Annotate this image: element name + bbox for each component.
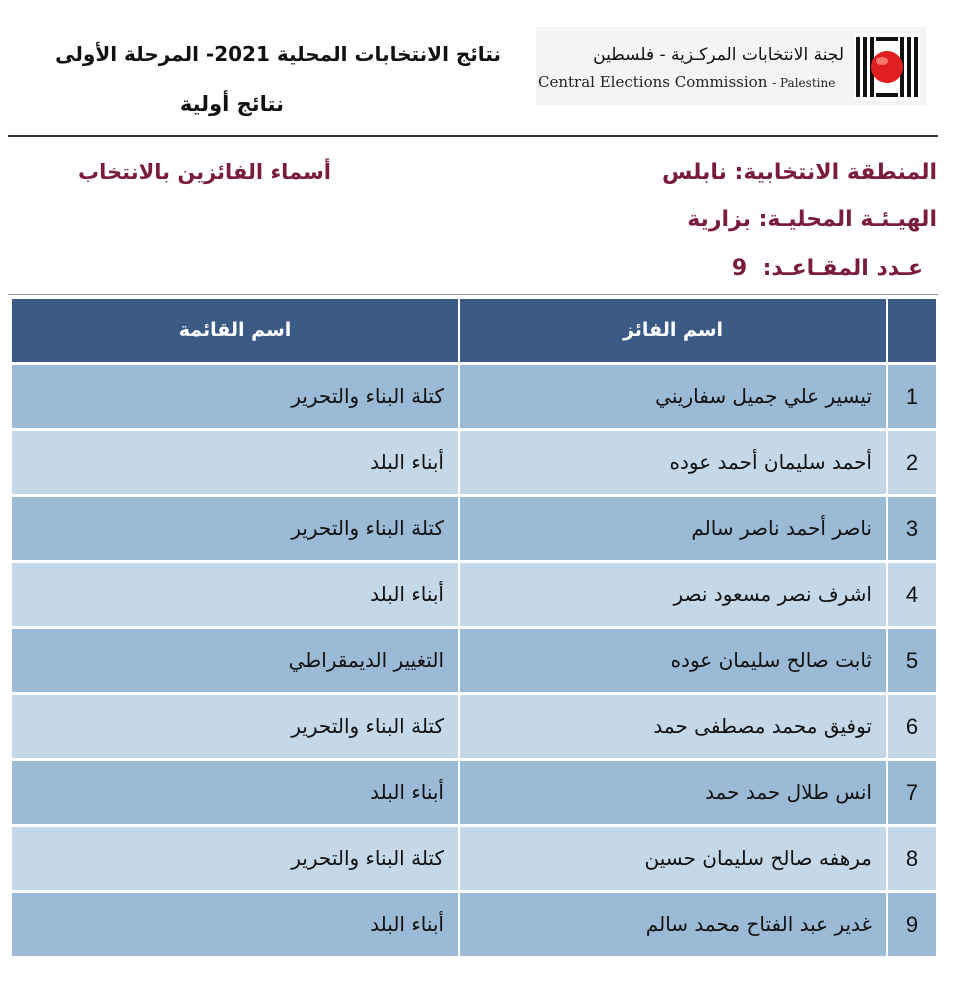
row-number: 4 (905, 582, 919, 607)
list-cell (12, 893, 458, 956)
electoral-district: المنطقة الانتخابية: نابلس (662, 160, 937, 185)
table-row (12, 629, 936, 692)
winner-name: أحمد سليمان أحمد عوده (669, 450, 872, 474)
cec-palestine-logo-icon (854, 33, 920, 101)
winner-name: ناصر أحمد ناصر سالم (691, 516, 872, 540)
winner-name: تيسير علي جميل سفاريني (655, 384, 872, 408)
table-row (12, 365, 936, 428)
list-name: أبناء البلد (370, 582, 444, 606)
list-name: كتلة البناء والتحرير (291, 516, 444, 540)
num-cell (888, 563, 936, 626)
row-number: 9 (905, 912, 919, 937)
num-cell (888, 827, 936, 890)
winner-name: مرهفه صالح سليمان حسين (644, 846, 872, 870)
num-cell (888, 893, 936, 956)
winner-name: توفيق محمد مصطفى حمد (653, 714, 872, 738)
list-cell (12, 497, 458, 560)
row-number: 8 (905, 846, 919, 871)
header-list-cell (12, 299, 458, 362)
name-cell (460, 893, 886, 956)
table-row (12, 827, 936, 890)
list-name: كتلة البناء والتحرير (291, 384, 444, 408)
name-cell (460, 827, 886, 890)
page-title: نتائج الانتخابات المحلية 2021- المرحلة الأولى (55, 42, 501, 66)
num-cell (888, 497, 936, 560)
results-table (12, 299, 936, 959)
row-number: 5 (905, 648, 919, 673)
name-cell (460, 761, 886, 824)
list-cell (12, 629, 458, 692)
num-cell (888, 761, 936, 824)
num-cell (888, 431, 936, 494)
page-subtitle: نتائج أولية (179, 92, 284, 116)
header-name-cell (460, 299, 886, 362)
list-cell (12, 761, 458, 824)
list-name: التغيير الديمقراطي (288, 648, 444, 672)
logo-english-suffix: - Palestine (772, 76, 836, 90)
name-cell (460, 365, 886, 428)
name-cell (460, 563, 886, 626)
table-top-rule (8, 294, 938, 295)
row-number: 3 (905, 516, 919, 541)
winner-name: انس طلال حمد حمد (705, 780, 872, 804)
seats-label: عـدد المقـاعـد: (762, 256, 923, 281)
table-row (12, 695, 936, 758)
header-num-cell (888, 299, 936, 362)
name-cell (460, 431, 886, 494)
list-cell (12, 563, 458, 626)
list-cell (12, 365, 458, 428)
table-header-row (12, 299, 936, 362)
row-number: 6 (905, 714, 919, 739)
table-row (12, 431, 936, 494)
list-cell (12, 431, 458, 494)
winner-name: غدير عبد الفتاح محمد سالم (645, 912, 872, 936)
num-cell (888, 629, 936, 692)
list-name: كتلة البناء والتحرير (291, 714, 444, 738)
name-cell (460, 695, 886, 758)
list-cell (12, 827, 458, 890)
cec-logo (536, 27, 926, 105)
table-row (12, 893, 936, 956)
num-cell (888, 695, 936, 758)
header-list-name: اسم القائمة (178, 319, 292, 341)
table-row (12, 563, 936, 626)
list-name: أبناء البلد (370, 912, 444, 936)
seats-count (732, 256, 923, 281)
table-row (12, 761, 936, 824)
list-name: أبناء البلد (370, 780, 444, 804)
seats-value: 9 (731, 256, 748, 281)
list-name: أبناء البلد (370, 450, 444, 474)
row-number: 2 (905, 450, 919, 475)
table-row (12, 497, 936, 560)
logo-english-name: Central Elections Commission (538, 73, 768, 91)
name-cell (460, 629, 886, 692)
logo-english-text (538, 73, 835, 91)
row-number: 1 (905, 384, 919, 409)
winner-name: اشرف نصر مسعود نصر (673, 582, 872, 606)
name-cell (460, 497, 886, 560)
winner-name: ثابت صالح سليمان عوده (670, 648, 872, 672)
logo-arabic-text: لجنة الانتخابات المركـزية - فلسطين (593, 45, 844, 65)
list-cell (12, 695, 458, 758)
local-body: الهيـئـة المحليـة: بزارية (687, 207, 937, 232)
header-divider (8, 135, 938, 137)
num-cell (888, 365, 936, 428)
list-name: كتلة البناء والتحرير (291, 846, 444, 870)
header-winner-name: اسم الفائز (622, 319, 724, 341)
row-number: 7 (905, 780, 919, 805)
winners-heading: أسماء الفائزين بالانتخاب (78, 160, 331, 184)
